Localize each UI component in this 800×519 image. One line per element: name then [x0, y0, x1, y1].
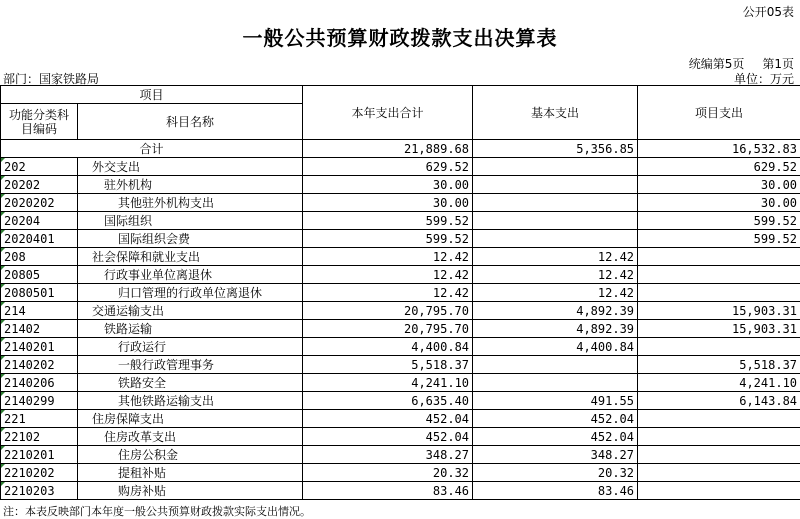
row-project — [638, 464, 800, 482]
row-project: 4,241.10 — [638, 374, 800, 392]
row-basic: 452.04 — [473, 428, 638, 446]
table-row — [1, 284, 800, 302]
table-row — [1, 338, 800, 356]
row-code: 208 — [1, 248, 78, 266]
row-code: 2140299 — [1, 392, 78, 410]
row-code: 2210201 — [1, 446, 78, 464]
row-code: 214 — [1, 302, 78, 320]
row-basic — [473, 194, 638, 212]
row-project: 599.52 — [638, 230, 800, 248]
row-code: 2210202 — [1, 464, 78, 482]
row-name: 铁路安全 — [78, 374, 303, 392]
row-total: 452.04 — [303, 410, 473, 428]
row-name: 铁路运输 — [78, 320, 303, 338]
row-total: 20.32 — [303, 464, 473, 482]
row-basic — [473, 212, 638, 230]
row-code: 20204 — [1, 212, 78, 230]
table-row — [1, 464, 800, 482]
row-basic: 83.46 — [473, 482, 638, 500]
row-project: 15,903.31 — [638, 302, 800, 320]
row-name: 国际组织会费 — [78, 230, 303, 248]
row-name: 住房公积金 — [78, 446, 303, 464]
row-name: 交通运输支出 — [78, 302, 303, 320]
table-row — [1, 374, 800, 392]
table-row — [1, 194, 800, 212]
row-code: 2140202 — [1, 356, 78, 374]
row-project — [638, 410, 800, 428]
row-name: 住房保障支出 — [78, 410, 303, 428]
table-row — [1, 428, 800, 446]
row-name: 归口管理的行政单位离退休 — [78, 284, 303, 302]
row-basic: 4,892.39 — [473, 320, 638, 338]
table-row — [1, 482, 800, 500]
row-code: 202 — [1, 158, 78, 176]
row-project: 5,518.37 — [638, 356, 800, 374]
row-total: 629.52 — [303, 158, 473, 176]
row-name: 行政事业单位离退休 — [78, 266, 303, 284]
total-row — [1, 140, 800, 158]
row-total: 20,795.70 — [303, 320, 473, 338]
row-total: 6,635.40 — [303, 392, 473, 410]
table-row — [1, 302, 800, 320]
row-project: 15,903.31 — [638, 320, 800, 338]
row-name: 其他驻外机构支出 — [78, 194, 303, 212]
row-project: 30.00 — [638, 194, 800, 212]
row-basic — [473, 158, 638, 176]
page-number: 第1页 — [762, 57, 794, 71]
row-code: 2020401 — [1, 230, 78, 248]
total-label: 合计 — [1, 140, 303, 158]
row-basic — [473, 374, 638, 392]
row-name: 提租补贴 — [78, 464, 303, 482]
table-row — [1, 392, 800, 410]
row-basic: 12.42 — [473, 248, 638, 266]
row-code: 221 — [1, 410, 78, 428]
group-header: 项目 — [1, 86, 303, 104]
row-basic: 491.55 — [473, 392, 638, 410]
table-row — [1, 212, 800, 230]
row-basic: 348.27 — [473, 446, 638, 464]
row-project: 629.52 — [638, 158, 800, 176]
column-header-project: 项目支出 — [638, 86, 800, 140]
row-code: 2020202 — [1, 194, 78, 212]
table-row — [1, 176, 800, 194]
unit-label: 单位：万元 — [733, 72, 794, 86]
row-name: 国际组织 — [78, 212, 303, 230]
serial-number: 统编第5页 — [688, 57, 745, 71]
row-basic: 12.42 — [473, 284, 638, 302]
page-title: 一般公共预算财政拨款支出决算表 — [242, 26, 558, 50]
column-header-total: 本年支出合计 — [303, 86, 473, 140]
row-project — [638, 248, 800, 266]
row-basic — [473, 356, 638, 374]
row-total: 30.00 — [303, 194, 473, 212]
row-code: 2140206 — [1, 374, 78, 392]
row-project — [638, 266, 800, 284]
table-row — [1, 410, 800, 428]
row-code: 20202 — [1, 176, 78, 194]
row-total: 452.04 — [303, 428, 473, 446]
row-code: 22102 — [1, 428, 78, 446]
row-basic: 4,892.39 — [473, 302, 638, 320]
row-project: 30.00 — [638, 176, 800, 194]
row-total: 5,518.37 — [303, 356, 473, 374]
row-basic: 452.04 — [473, 410, 638, 428]
column-header-name: 科目名称 — [78, 104, 303, 140]
form-code: 公开05表 — [742, 5, 794, 19]
row-total: 599.52 — [303, 230, 473, 248]
row-project — [638, 428, 800, 446]
table-row — [1, 320, 800, 338]
table-row — [1, 266, 800, 284]
row-total: 30.00 — [303, 176, 473, 194]
row-basic — [473, 230, 638, 248]
expenditure-table — [0, 85, 800, 500]
table-row — [1, 446, 800, 464]
row-project: 599.52 — [638, 212, 800, 230]
table-row — [1, 230, 800, 248]
row-code: 2210203 — [1, 482, 78, 500]
footnote: 注：本表反映部门本年度一般公共预算财政拨款实际支出情况。 — [3, 505, 311, 518]
row-total: 12.42 — [303, 284, 473, 302]
row-total: 12.42 — [303, 248, 473, 266]
row-code: 2080501 — [1, 284, 78, 302]
table-row — [1, 356, 800, 374]
row-code: 21402 — [1, 320, 78, 338]
row-name: 一般行政管理事务 — [78, 356, 303, 374]
row-project — [638, 482, 800, 500]
row-total: 348.27 — [303, 446, 473, 464]
row-total: 20,795.70 — [303, 302, 473, 320]
row-basic: 12.42 — [473, 266, 638, 284]
department-label: 部门：国家铁路局 — [3, 72, 100, 86]
row-name: 其他铁路运输支出 — [78, 392, 303, 410]
total-row-project: 16,532.83 — [638, 140, 800, 158]
row-code: 2140201 — [1, 338, 78, 356]
row-project — [638, 338, 800, 356]
row-code: 20805 — [1, 266, 78, 284]
row-total: 4,400.84 — [303, 338, 473, 356]
column-header-basic: 基本支出 — [473, 86, 638, 140]
row-basic — [473, 176, 638, 194]
table-row — [1, 158, 800, 176]
row-name: 行政运行 — [78, 338, 303, 356]
total-row-total: 21,889.68 — [303, 140, 473, 158]
row-total: 12.42 — [303, 266, 473, 284]
row-total: 599.52 — [303, 212, 473, 230]
row-name: 驻外机构 — [78, 176, 303, 194]
table-row — [1, 248, 800, 266]
row-basic: 20.32 — [473, 464, 638, 482]
row-total: 83.46 — [303, 482, 473, 500]
row-name: 外交支出 — [78, 158, 303, 176]
row-project — [638, 446, 800, 464]
row-total: 4,241.10 — [303, 374, 473, 392]
row-project — [638, 284, 800, 302]
row-name: 购房补贴 — [78, 482, 303, 500]
row-name: 社会保障和就业支出 — [78, 248, 303, 266]
total-row-basic: 5,356.85 — [473, 140, 638, 158]
row-name: 住房改革支出 — [78, 428, 303, 446]
row-basic: 4,400.84 — [473, 338, 638, 356]
row-project: 6,143.84 — [638, 392, 800, 410]
column-header-code: 功能分类科目编码 — [1, 104, 78, 140]
